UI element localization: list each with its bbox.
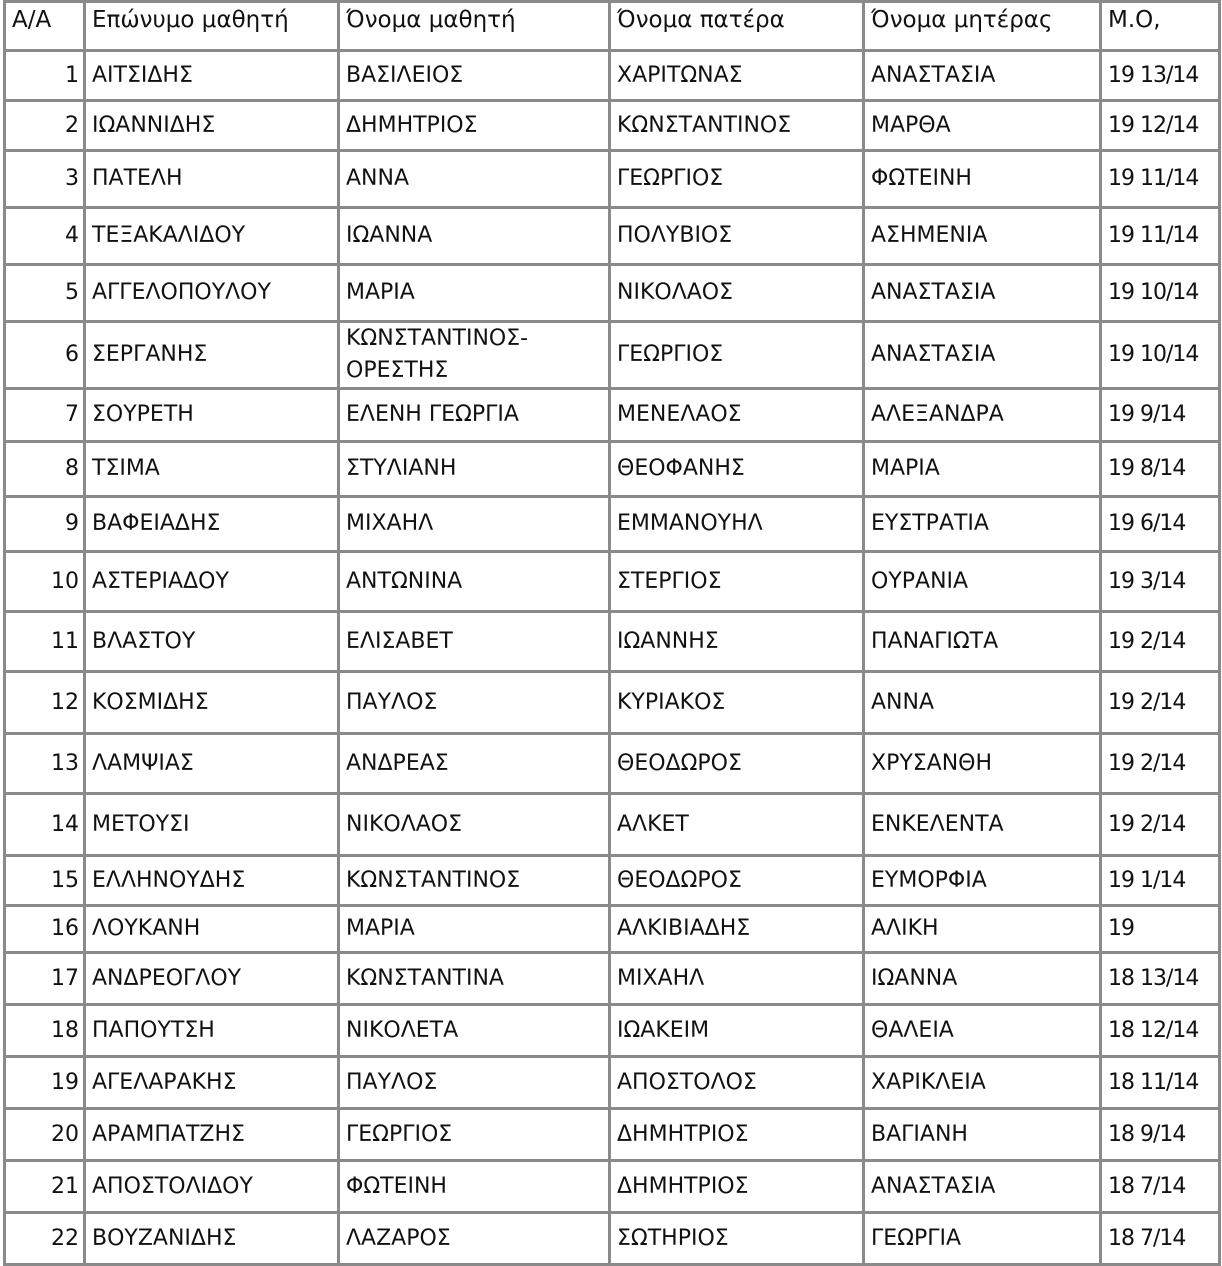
cell-first-name: ΠΑΥΛΟΣ bbox=[339, 1057, 610, 1109]
cell-surname: ΣΟΥΡΕΤΗ bbox=[85, 389, 339, 442]
cell-father-name: ΝΙΚΟΛΑΟΣ bbox=[610, 265, 864, 322]
cell-mother-name: ΧΡΥΣΑΝΘΗ bbox=[864, 734, 1101, 794]
cell-first-name: ΙΩΑΝΝΑ bbox=[339, 208, 610, 265]
cell-surname: ΛΑΜΨΙΑΣ bbox=[85, 734, 339, 794]
table-row bbox=[5, 442, 1220, 497]
cell-mother-name: ΙΩΑΝΝΑ bbox=[864, 953, 1101, 1005]
table-body bbox=[5, 51, 1220, 1265]
table-row bbox=[5, 1109, 1220, 1161]
table-row bbox=[5, 672, 1220, 734]
cell-index: 2 bbox=[5, 101, 85, 151]
cell-surname: ΣΕΡΓΑΝΗΣ bbox=[85, 322, 339, 389]
cell-father-name: ΧΑΡΙΤΩΝΑΣ bbox=[610, 51, 864, 101]
cell-father-name: ΑΛΚΙΒΙΑΔΗΣ bbox=[610, 906, 864, 953]
cell-father-name: ΑΛΚΕΤ bbox=[610, 794, 864, 856]
cell-index: 9 bbox=[5, 497, 85, 552]
cell-mother-name: ΕΥΣΤΡΑΤΙΑ bbox=[864, 497, 1101, 552]
table-row bbox=[5, 906, 1220, 953]
cell-mother-name: ΜΑΡΙΑ bbox=[864, 442, 1101, 497]
table-row bbox=[5, 612, 1220, 672]
cell-father-name: ΚΩΝΣΤΑΝΤΙΝΟΣ bbox=[610, 101, 864, 151]
cell-average: 19 2/14 bbox=[1101, 734, 1220, 794]
header-average: Μ.Ο, bbox=[1101, 2, 1220, 51]
cell-surname: ΑΡΑΜΠΑΤΖΗΣ bbox=[85, 1109, 339, 1161]
cell-mother-name: ΑΝΑΣΤΑΣΙΑ bbox=[864, 51, 1101, 101]
cell-mother-name: ΓΕΩΡΓΙΑ bbox=[864, 1213, 1101, 1265]
cell-index: 10 bbox=[5, 552, 85, 612]
cell-surname: ΒΛΑΣΤΟΥ bbox=[85, 612, 339, 672]
cell-father-name: ΣΩΤΗΡΙΟΣ bbox=[610, 1213, 864, 1265]
cell-index: 19 bbox=[5, 1057, 85, 1109]
cell-average: 19 12/14 bbox=[1101, 101, 1220, 151]
cell-average: 19 1/14 bbox=[1101, 856, 1220, 906]
cell-first-name: ΦΩΤΕΙΝΗ bbox=[339, 1161, 610, 1213]
table-row bbox=[5, 953, 1220, 1005]
cell-surname: ΑΠΟΣΤΟΛΙΔΟΥ bbox=[85, 1161, 339, 1213]
cell-first-name: ΑΝΔΡΕΑΣ bbox=[339, 734, 610, 794]
cell-average: 18 12/14 bbox=[1101, 1005, 1220, 1057]
cell-average: 19 9/14 bbox=[1101, 389, 1220, 442]
cell-average: 19 3/14 bbox=[1101, 552, 1220, 612]
cell-first-name: ΑΝΤΩΝΙΝΑ bbox=[339, 552, 610, 612]
cell-index: 20 bbox=[5, 1109, 85, 1161]
cell-mother-name: ΕΝΚΕΛΕΝΤΑ bbox=[864, 794, 1101, 856]
cell-average: 19 11/14 bbox=[1101, 208, 1220, 265]
cell-mother-name: ΟΥΡΑΝΙΑ bbox=[864, 552, 1101, 612]
cell-index: 17 bbox=[5, 953, 85, 1005]
cell-mother-name: ΑΝΑΣΤΑΣΙΑ bbox=[864, 1161, 1101, 1213]
header-row bbox=[5, 2, 1220, 51]
cell-average: 19 13/14 bbox=[1101, 51, 1220, 101]
cell-average: 19 8/14 bbox=[1101, 442, 1220, 497]
cell-index: 7 bbox=[5, 389, 85, 442]
header-mother-name: Όνομα μητέρας bbox=[864, 2, 1101, 51]
cell-father-name: ΜΙΧΑΗΛ bbox=[610, 953, 864, 1005]
cell-surname: ΚΟΣΜΙΔΗΣ bbox=[85, 672, 339, 734]
cell-father-name: ΙΩΑΝΝΗΣ bbox=[610, 612, 864, 672]
cell-mother-name: ΑΝΝΑ bbox=[864, 672, 1101, 734]
header-index: Α/Α bbox=[5, 2, 85, 51]
cell-average: 19 11/14 bbox=[1101, 151, 1220, 208]
cell-first-name: ΕΛΕΝΗ ΓΕΩΡΓΙΑ bbox=[339, 389, 610, 442]
cell-average: 18 11/14 bbox=[1101, 1057, 1220, 1109]
cell-surname: ΑΝΔΡΕΟΓΛΟΥ bbox=[85, 953, 339, 1005]
cell-mother-name: ΑΝΑΣΤΑΣΙΑ bbox=[864, 322, 1101, 389]
cell-index: 13 bbox=[5, 734, 85, 794]
cell-index: 14 bbox=[5, 794, 85, 856]
cell-father-name: ΓΕΩΡΓΙΟΣ bbox=[610, 322, 864, 389]
cell-average: 18 7/14 bbox=[1101, 1213, 1220, 1265]
cell-index: 16 bbox=[5, 906, 85, 953]
cell-first-name: ΓΕΩΡΓΙΟΣ bbox=[339, 1109, 610, 1161]
cell-surname: ΕΛΛΗΝΟΥΔΗΣ bbox=[85, 856, 339, 906]
cell-father-name: ΕΜΜΑΝΟΥΗΛ bbox=[610, 497, 864, 552]
cell-average: 19 2/14 bbox=[1101, 612, 1220, 672]
cell-first-name: ΜΙΧΑΗΛ bbox=[339, 497, 610, 552]
cell-father-name: ΘΕΟΔΩΡΟΣ bbox=[610, 856, 864, 906]
cell-father-name: ΙΩΑΚΕΙΜ bbox=[610, 1005, 864, 1057]
cell-father-name: ΔΗΜΗΤΡΙΟΣ bbox=[610, 1109, 864, 1161]
cell-average: 18 9/14 bbox=[1101, 1109, 1220, 1161]
cell-father-name: ΘΕΟΔΩΡΟΣ bbox=[610, 734, 864, 794]
table-row bbox=[5, 265, 1220, 322]
cell-average: 19 10/14 bbox=[1101, 322, 1220, 389]
cell-father-name: ΓΕΩΡΓΙΟΣ bbox=[610, 151, 864, 208]
cell-first-name: ΚΩΝΣΤΑΝΤΙΝΑ bbox=[339, 953, 610, 1005]
cell-first-name: ΛΑΖΑΡΟΣ bbox=[339, 1213, 610, 1265]
cell-surname: ΒΑΦΕΙΑΔΗΣ bbox=[85, 497, 339, 552]
cell-index: 11 bbox=[5, 612, 85, 672]
cell-average: 18 13/14 bbox=[1101, 953, 1220, 1005]
cell-mother-name: ΜΑΡΘΑ bbox=[864, 101, 1101, 151]
cell-index: 15 bbox=[5, 856, 85, 906]
table-row bbox=[5, 151, 1220, 208]
table-row bbox=[5, 497, 1220, 552]
cell-first-name: ΕΛΙΣΑΒΕΤ bbox=[339, 612, 610, 672]
cell-mother-name: ΠΑΝΑΓΙΩΤΑ bbox=[864, 612, 1101, 672]
cell-first-name: ΝΙΚΟΛΕΤΑ bbox=[339, 1005, 610, 1057]
table-row bbox=[5, 101, 1220, 151]
cell-surname: ΒΟΥΖΑΝΙΔΗΣ bbox=[85, 1213, 339, 1265]
students-table bbox=[3, 0, 1221, 1266]
cell-father-name: ΔΗΜΗΤΡΙΟΣ bbox=[610, 1161, 864, 1213]
cell-mother-name: ΕΥΜΟΡΦΙΑ bbox=[864, 856, 1101, 906]
header-father-name: Όνομα πατέρα bbox=[610, 2, 864, 51]
cell-surname: ΠΑΤΕΛΗ bbox=[85, 151, 339, 208]
cell-father-name: ΑΠΟΣΤΟΛΟΣ bbox=[610, 1057, 864, 1109]
cell-surname: ΑΙΤΣΙΔΗΣ bbox=[85, 51, 339, 101]
cell-average: 19 bbox=[1101, 906, 1220, 953]
table-row bbox=[5, 389, 1220, 442]
cell-index: 22 bbox=[5, 1213, 85, 1265]
cell-father-name: ΘΕΟΦΑΝΗΣ bbox=[610, 442, 864, 497]
cell-first-name: ΜΑΡΙΑ bbox=[339, 265, 610, 322]
cell-first-name: ΜΑΡΙΑ bbox=[339, 906, 610, 953]
table-row bbox=[5, 794, 1220, 856]
cell-index: 4 bbox=[5, 208, 85, 265]
table-row bbox=[5, 1213, 1220, 1265]
cell-mother-name: ΒΑΓΙΑΝΗ bbox=[864, 1109, 1101, 1161]
cell-average: 19 10/14 bbox=[1101, 265, 1220, 322]
cell-surname: ΑΓΓΕΛΟΠΟΥΛΟΥ bbox=[85, 265, 339, 322]
cell-first-name: ΚΩΝΣΤΑΝΤΙΝΟΣ-ΟΡΕΣΤΗΣ bbox=[339, 322, 610, 389]
table-row bbox=[5, 208, 1220, 265]
table-row bbox=[5, 734, 1220, 794]
cell-surname: ΠΑΠΟΥΤΣΗ bbox=[85, 1005, 339, 1057]
cell-father-name: ΠΟΛΥΒΙΟΣ bbox=[610, 208, 864, 265]
cell-index: 12 bbox=[5, 672, 85, 734]
cell-surname: ΤΕΞΑΚΑΛΙΔΟΥ bbox=[85, 208, 339, 265]
cell-surname: ΜΕΤΟΥΣΙ bbox=[85, 794, 339, 856]
cell-mother-name: ΑΛΕΞΑΝΔΡΑ bbox=[864, 389, 1101, 442]
cell-index: 5 bbox=[5, 265, 85, 322]
cell-first-name: ΑΝΝΑ bbox=[339, 151, 610, 208]
table-row bbox=[5, 51, 1220, 101]
cell-surname: ΙΩΑΝΝΙΔΗΣ bbox=[85, 101, 339, 151]
cell-index: 21 bbox=[5, 1161, 85, 1213]
cell-mother-name: ΦΩΤΕΙΝΗ bbox=[864, 151, 1101, 208]
cell-father-name: ΚΥΡΙΑΚΟΣ bbox=[610, 672, 864, 734]
cell-mother-name: ΧΑΡΙΚΛΕΙΑ bbox=[864, 1057, 1101, 1109]
cell-mother-name: ΑΝΑΣΤΑΣΙΑ bbox=[864, 265, 1101, 322]
table-row bbox=[5, 552, 1220, 612]
cell-average: 18 7/14 bbox=[1101, 1161, 1220, 1213]
table-row bbox=[5, 322, 1220, 389]
cell-average: 19 2/14 bbox=[1101, 794, 1220, 856]
cell-index: 8 bbox=[5, 442, 85, 497]
cell-index: 3 bbox=[5, 151, 85, 208]
cell-first-name: ΠΑΥΛΟΣ bbox=[339, 672, 610, 734]
cell-index: 6 bbox=[5, 322, 85, 389]
cell-first-name: ΣΤΥΛΙΑΝΗ bbox=[339, 442, 610, 497]
table-row bbox=[5, 856, 1220, 906]
cell-surname: ΑΓΕΛΑΡΑΚΗΣ bbox=[85, 1057, 339, 1109]
cell-surname: ΛΟΥΚΑΝΗ bbox=[85, 906, 339, 953]
cell-father-name: ΜΕΝΕΛΑΟΣ bbox=[610, 389, 864, 442]
cell-surname: ΤΣΙΜΑ bbox=[85, 442, 339, 497]
cell-index: 18 bbox=[5, 1005, 85, 1057]
table-row bbox=[5, 1005, 1220, 1057]
cell-surname: ΑΣΤΕΡΙΑΔΟΥ bbox=[85, 552, 339, 612]
cell-average: 19 2/14 bbox=[1101, 672, 1220, 734]
cell-mother-name: ΑΛΙΚΗ bbox=[864, 906, 1101, 953]
cell-first-name: ΝΙΚΟΛΑΟΣ bbox=[339, 794, 610, 856]
cell-mother-name: ΘΑΛΕΙΑ bbox=[864, 1005, 1101, 1057]
cell-first-name: ΒΑΣΙΛΕΙΟΣ bbox=[339, 51, 610, 101]
cell-average: 19 6/14 bbox=[1101, 497, 1220, 552]
header-surname: Επώνυμο μαθητή bbox=[85, 2, 339, 51]
table-row bbox=[5, 1057, 1220, 1109]
cell-first-name: ΔΗΜΗΤΡΙΟΣ bbox=[339, 101, 610, 151]
cell-mother-name: ΑΣΗΜΕΝΙΑ bbox=[864, 208, 1101, 265]
header-first-name: Όνομα μαθητή bbox=[339, 2, 610, 51]
cell-index: 1 bbox=[5, 51, 85, 101]
cell-first-name: ΚΩΝΣΤΑΝΤΙΝΟΣ bbox=[339, 856, 610, 906]
cell-father-name: ΣΤΕΡΓΙΟΣ bbox=[610, 552, 864, 612]
table-row bbox=[5, 1161, 1220, 1213]
